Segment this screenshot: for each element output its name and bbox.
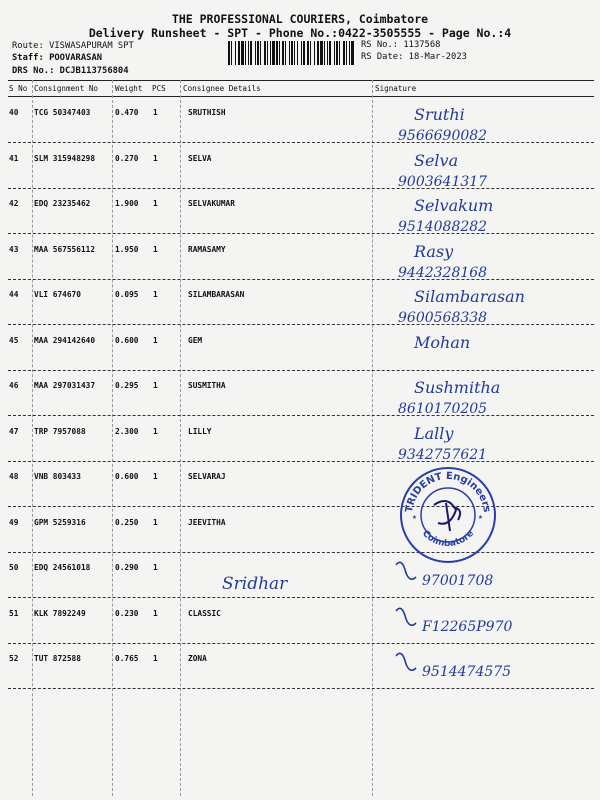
- svg-text:9514474575: 9514474575: [422, 664, 512, 680]
- row-weight: 0.290: [115, 563, 139, 572]
- company-title: THE PROFESSIONAL COURIERS, Coimbatore: [171, 12, 429, 26]
- table-row: [8, 462, 594, 507]
- table-row: [8, 98, 594, 143]
- row-consignment-no: MAA 297031437: [34, 381, 96, 390]
- col-header-sno: S No: [9, 84, 28, 93]
- row-weight: 0.470: [115, 108, 139, 117]
- row-sno: 47: [9, 426, 19, 436]
- row-signature: [392, 100, 582, 144]
- row-pcs: 1: [153, 199, 158, 208]
- row-weight: 1.900: [115, 199, 139, 208]
- rs-date: RS Date: 18-Mar-2023: [361, 52, 467, 62]
- table-row: [8, 280, 594, 325]
- svg-text:Coimbatore: Coimbatore: [419, 528, 477, 550]
- row-weight: 0.250: [115, 517, 139, 527]
- row-sno: 45: [9, 335, 19, 345]
- row-pcs: 1: [153, 244, 158, 254]
- row-consignee: SELVAKUMAR: [188, 199, 235, 208]
- svg-text:97001708: 97001708: [422, 573, 494, 589]
- table-row: [8, 326, 594, 371]
- row-weight: 0.230: [115, 608, 139, 618]
- table-row: [8, 189, 594, 234]
- handwritten-signature: [218, 567, 328, 599]
- row-signature: [392, 282, 582, 326]
- svg-text:9003641317: 9003641317: [398, 173, 488, 190]
- row-pcs: 1: [153, 153, 158, 163]
- table-row: [8, 599, 594, 644]
- route-label: Route: VISWASAPURAM SPT: [12, 41, 134, 51]
- svg-text:Rasy: Rasy: [414, 241, 454, 261]
- svg-text:TRIDENT Engineers: TRIDENT Engineers: [404, 470, 492, 514]
- row-sno: 40: [9, 108, 19, 117]
- row-signature: [392, 146, 582, 190]
- svg-text:Silambarasan: Silambarasan: [414, 287, 525, 306]
- svg-text:Sruthi: Sruthi: [414, 105, 465, 124]
- svg-text:8610170205: 8610170205: [398, 401, 488, 417]
- drs-number: DRS No.: DCJB113756804: [12, 66, 129, 76]
- svg-text:★: ★: [412, 512, 417, 521]
- row-signature: [392, 237, 582, 281]
- row-consignment-no: TCG 50347403: [34, 108, 91, 117]
- row-weight: 0.270: [115, 153, 139, 163]
- row-pcs: 1: [153, 108, 158, 117]
- table-top-rule: [8, 80, 594, 81]
- row-sno: 43: [9, 244, 19, 254]
- table-row: [8, 417, 594, 462]
- col-header-consignment: Consignment No: [34, 84, 99, 93]
- col-header-consignee: Consignee Details: [183, 84, 261, 93]
- row-sno: 52: [9, 654, 19, 663]
- company-stamp: [398, 465, 498, 565]
- row-consignment-no: MAA 567556112: [34, 244, 96, 254]
- row-consignee: SUSMITHA: [188, 381, 226, 390]
- row-sno: 51: [9, 608, 19, 618]
- row-weight: 2.300: [115, 426, 139, 436]
- row-consignee: SELVARAJ: [188, 472, 226, 481]
- table-row: [8, 508, 594, 553]
- svg-text:Sridhar: Sridhar: [222, 574, 288, 594]
- barcode: [228, 41, 355, 65]
- svg-text:★: ★: [478, 512, 483, 521]
- row-consignee: SILAMBARASAN: [188, 290, 245, 299]
- row-consignee: CLASSIC: [188, 608, 221, 618]
- col-header-pcs: PCS: [152, 84, 166, 93]
- row-separator: [8, 688, 594, 689]
- svg-text:9600568338: 9600568338: [398, 310, 488, 326]
- table-row: [8, 144, 594, 189]
- row-sno: 44: [9, 290, 19, 299]
- svg-text:Selvakum: Selvakum: [414, 196, 494, 215]
- row-consignment-no: GPM 5259316: [34, 517, 86, 527]
- row-consignment-no: EDQ 24561018: [34, 563, 91, 572]
- row-sno: 48: [9, 472, 19, 481]
- table-row: [8, 235, 594, 280]
- row-pcs: 1: [153, 608, 158, 618]
- row-consignment-no: TUT 872588: [34, 654, 81, 663]
- row-consignee: SELVA: [188, 153, 212, 163]
- row-consignee: JEEVITHA: [188, 517, 226, 527]
- staff-label: Staff: POOVARASAN: [12, 53, 103, 63]
- row-consignment-no: MAA 294142640: [34, 335, 96, 345]
- svg-text:Sushmitha: Sushmitha: [414, 378, 501, 397]
- table-row: [8, 371, 594, 416]
- row-consignment-no: KLK 7892249: [34, 608, 86, 618]
- row-consignee: SRUTHISH: [188, 108, 226, 117]
- row-pcs: 1: [153, 472, 158, 481]
- row-sno: 49: [9, 517, 19, 527]
- svg-text:9342757621: 9342757621: [398, 446, 488, 463]
- row-signature: [392, 191, 582, 235]
- row-weight: 0.095: [115, 290, 139, 299]
- col-header-weight: Weight: [115, 84, 143, 93]
- row-weight: 1.950: [115, 244, 139, 254]
- row-sno: 50: [9, 563, 19, 572]
- row-consignment-no: VNB 803433: [34, 472, 81, 481]
- row-consignee: GEM: [188, 335, 203, 345]
- svg-text:9566690082: 9566690082: [398, 128, 488, 144]
- row-signature: [392, 601, 582, 645]
- row-signature: [392, 373, 582, 417]
- row-signature: [392, 646, 582, 690]
- row-sno: 42: [9, 199, 19, 208]
- svg-text:Mohan: Mohan: [414, 332, 471, 352]
- svg-text:Lally: Lally: [414, 423, 454, 443]
- row-sno: 41: [9, 153, 19, 163]
- rs-number: RS No.: 1137568: [361, 40, 441, 50]
- row-pcs: 1: [153, 335, 158, 345]
- row-consignment-no: SLM 315948298: [34, 153, 96, 163]
- row-consignee: RAMASAMY: [188, 244, 226, 254]
- row-signature: [392, 419, 582, 463]
- svg-text:F12265P970: F12265P970: [422, 618, 513, 635]
- row-consignee: LILLY: [188, 426, 212, 436]
- row-weight: 0.295: [115, 381, 139, 390]
- runsheet-subtitle: Delivery Runsheet - SPT - Phone No.:0422-3505555 - Page No.:4: [88, 26, 512, 40]
- row-pcs: 1: [153, 381, 158, 390]
- table-row: [8, 644, 594, 689]
- row-consignment-no: EDQ 23235462: [34, 199, 91, 208]
- row-consignee: ZONA: [188, 654, 207, 663]
- row-consignment-no: TRP 7957088: [34, 426, 86, 436]
- row-weight: 0.600: [115, 472, 139, 481]
- row-sno: 46: [9, 381, 19, 390]
- header-bottom-rule: [8, 96, 594, 97]
- row-pcs: 1: [153, 563, 158, 572]
- row-pcs: 1: [153, 290, 158, 299]
- row-pcs: 1: [153, 654, 158, 663]
- row-weight: 0.765: [115, 654, 139, 663]
- svg-text:9442328168: 9442328168: [398, 264, 488, 281]
- svg-text:Selva: Selva: [414, 150, 459, 170]
- row-weight: 0.600: [115, 335, 139, 345]
- row-pcs: 1: [153, 426, 158, 436]
- row-signature: [392, 328, 582, 372]
- svg-text:9514088282: 9514088282: [398, 219, 488, 235]
- row-pcs: 1: [153, 517, 158, 527]
- col-header-signature: Signature: [375, 84, 417, 93]
- row-consignment-no: VLI 674670: [34, 290, 81, 299]
